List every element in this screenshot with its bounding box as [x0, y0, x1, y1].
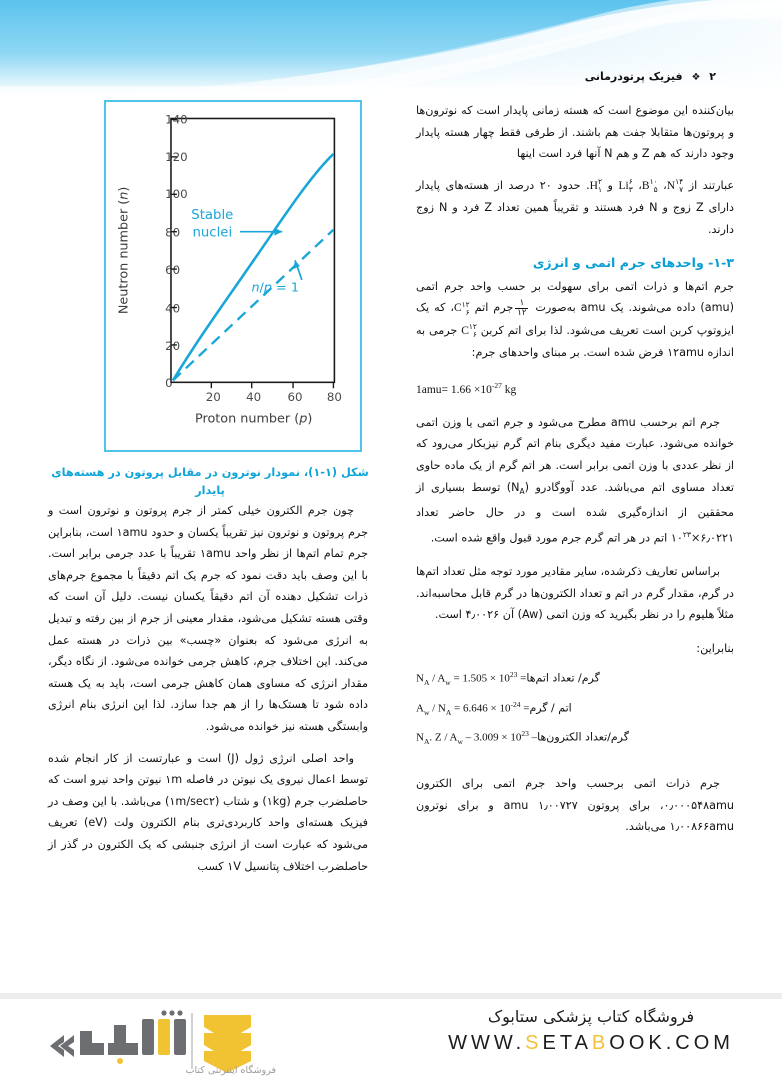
avogadro-subscript: A: [519, 486, 525, 496]
helium-equations-block: [416, 664, 734, 754]
nuclide-mass-number: ۱۰: [649, 177, 658, 187]
nuclide-separator: ،: [632, 178, 642, 192]
avogadro-part-b: ) توسط بسیاری از محققین از اندازه‌گیری شده است و در حال حاضر تعداد ۶٫۰۲۲۱×۱۰: [416, 480, 734, 545]
equation-sub: w: [457, 737, 463, 747]
nuclide-atomic-number: ۵: [653, 185, 658, 195]
equation-tail: – 3.009 × 10: [462, 732, 522, 745]
footer-brand-block: [426, 1007, 756, 1055]
svg-text:Stable: Stable: [191, 207, 234, 223]
url-part-eta: ETA: [542, 1032, 592, 1054]
amu-value-equation: [416, 376, 734, 400]
equation-mid: . Z / A: [429, 732, 458, 745]
header-page-number: ۲: [709, 70, 716, 83]
therefore-label: بنابراین:: [696, 642, 734, 656]
amu-equation-text: 1amu= 1.66 ×10: [416, 383, 492, 396]
left-paragraph-1: چون جرم الکترون خیلی کمتر از جرم پروتون و نوترون است و جرم پروتون و نوترون نیز تقریباً یکسان و حدود ۱amu است، بنابراین جرم تمام اتم‌ها از نظر واحد ۱amu تقریباً با عدد جرمی برابر است. با این وصف باید دقت نمود که جرم یک اتم دقیقاً با مجموع جرم‌های ذرات تشکیل دهنده آن اتم دقیقاً یکسان نیست. دلیل آن است که وقتی هسته تشکیل می‌شود، مقدار معینی از جرم از بین رفته و تبدیل به انرژی می‌شود که بعنوان «چسب» بین ذرات در هسته عمل می‌کند. این اختلاف جرم، کاهش جرمی خوانده می‌شود. از نگاه دیگر، مقدار انرژی که مساوی همان کاهش جرمی است، باید به یک هسته داده شود تا هستک‌ها را از هم جدا سازد. لذا این انرژی بنام انرژی وابستگی هسته نیز خوانده می‌شود.: [48, 504, 368, 733]
nuclide-C12-first: [454, 298, 470, 320]
svg-text:20: 20: [205, 390, 221, 405]
equation-label: اتم / گرم: [529, 701, 572, 715]
svg-text:nuclei: nuclei: [192, 225, 233, 241]
right-paragraph-2: [416, 175, 734, 241]
nuclide-symbol: B: [641, 179, 650, 192]
equation-body: = A: [416, 702, 530, 715]
equation-label: گرم/تعداد الکترون‌ها: [537, 731, 629, 745]
equation-label: گرم/ تعداد اتم‌ها: [526, 671, 600, 685]
amu-def-part-c: ، که یک ایزوتوپ کربن است تعریف می‌شود. لذا برای اتم کربن: [416, 301, 734, 337]
nuclide-mass-number: ۱۲: [468, 322, 477, 332]
amu-def-part-b: جرم اتم: [469, 301, 514, 315]
nuclide-C12-second: [461, 321, 477, 343]
nuclide-symbol: C: [453, 302, 462, 315]
nuclide-symbol: Li: [618, 179, 629, 192]
fraction-denominator: ۱۲: [517, 307, 527, 318]
nuclides-intro: عبارتند از: [683, 178, 734, 192]
equation-mid: / N: [429, 702, 446, 715]
nuclide-atomic-number: ۷: [679, 185, 684, 195]
equation-exponent: 23: [521, 729, 529, 739]
nuclide-symbol: H: [589, 179, 598, 192]
nuclide-mass-number: ۱۴: [675, 177, 684, 187]
fraction-numerator: ۱: [515, 299, 528, 309]
chart-x-tick-labels: [206, 390, 342, 404]
svg-text:140: 140: [165, 112, 188, 127]
page-banner: [0, 0, 782, 96]
amu-equation-exponent: -27: [491, 380, 502, 390]
svg-text:n/p = 1: n/p = 1: [251, 280, 299, 296]
nuclide-atomic-number: ۶: [472, 330, 477, 340]
one-twelfth-fraction: [515, 299, 528, 317]
right-paragraph-1: بیان‌کننده این موضوع است که هسته زمانی پایدار است که نوترون‌ها و پروتون‌ها متقابلا جفت هم باشند. از طرفی فقط چهار هسته پایدار وجود دارند که هم Z و هم N آنها فرد است اینها: [416, 104, 734, 161]
avogadro-exponent: ۲۳: [682, 529, 691, 539]
equation-body: – N: [416, 732, 538, 745]
svg-text:60: 60: [165, 263, 181, 278]
section-heading-atomic-units: ۱-۳- واحدهای جرم اتمی و انرژی: [532, 254, 734, 270]
setabook-logo: [46, 1005, 316, 1077]
equation-body: = N: [416, 672, 527, 685]
equation-electrons-per-gram: [416, 723, 734, 753]
url-part-b: B: [591, 1032, 610, 1054]
nuclide-mass-number: ۶: [628, 177, 633, 187]
equation-grams-per-atom: [416, 694, 734, 724]
equation-exponent: -24: [510, 699, 521, 709]
svg-text:120: 120: [165, 149, 188, 164]
equation-sub: A: [445, 707, 452, 717]
right-paragraph-6: جرم ذرات اتمی برحسب واحد جرم اتمی برای الکترون ۰٫۰۰۰۵۴۸amu، برای پروتون ۱٫۰۰۷۲۷ amu و برای نوترون ۱٫۰۰۸۶۶amu می‌باشد.: [416, 777, 734, 834]
left-text-column: [48, 500, 368, 877]
nuclide-separator: ،: [657, 178, 667, 192]
nuclide-mass-number: ۱۲: [461, 299, 470, 309]
equation-tail: = 1.505 × 10: [450, 672, 510, 685]
equation-mid: / A: [429, 672, 446, 685]
nuclide-H2: [590, 176, 602, 198]
neutron-vs-proton-chart: [106, 102, 360, 450]
equation-sub: w: [445, 677, 451, 687]
page-header-title: [585, 70, 720, 83]
footer-shop-name: فروشگاه کتاب پزشکی ستابوک: [487, 1007, 695, 1026]
chart-x-axis-label: Proton number (p): [195, 411, 313, 427]
header-book-title: فیزیک پرتودرمانی: [584, 70, 683, 83]
amu-def-part-a: جرم اتم‌ها و ذرات اتمی برای سهولت بر حسب واحد جرم اتمی (amu) داده می‌شوند. یک amu به‌صورت: [416, 279, 734, 315]
logo-subtitle: فروشگاه اینترنتی کتاب: [185, 1065, 276, 1076]
right-paragraph-4: [416, 412, 734, 550]
figure-caption: شکل (۱-۱)، نمودار نوترون در مقابل پروتون در هسته‌های پایدار: [51, 466, 369, 497]
equation-sub: A: [423, 677, 430, 687]
svg-text:0: 0: [165, 376, 173, 391]
svg-text:20: 20: [165, 338, 181, 353]
figure-frame: [104, 100, 362, 452]
amu-def-part-d: جرمی به اندازه ۱۲amu فرض شده است. بر مبنای واحدهای جرم:: [416, 323, 734, 360]
nuclide-Li6: [618, 176, 632, 198]
diamond-icon: ❖: [691, 72, 701, 83]
avogadro-part-a: جرم اتم برحسب amu مطرح می‌شود و جرم اتمی یا وزن اتمی خوانده می‌شود. عبارت مفید دیگری بنام اتم گرم نیزبکار می‌رود که از نظر عددی با وزن اتمی برابر است. هر اتم گرم از یک ماده حاوی تعداد مساوی اتم می‌باشد. عدد آووگادرو (N: [416, 415, 734, 494]
nuclide-symbol: C: [461, 324, 469, 337]
svg-text:80: 80: [326, 390, 342, 405]
url-part-ook-com: OOK.COM: [609, 1032, 734, 1054]
svg-text:40: 40: [246, 390, 262, 405]
nuclide-conjunction: و: [601, 178, 619, 192]
equation-atoms-per-gram: [416, 664, 734, 694]
equation-sub: w: [423, 707, 430, 717]
page-footer: [0, 999, 782, 1079]
svg-text:60: 60: [287, 390, 303, 405]
nuclide-mass-number: ۲: [597, 177, 602, 187]
nuclide-atomic-number: ۱: [597, 185, 602, 195]
right-paragraph-5: براساس تعاریف ذکرشده، سایر مقادیر مورد توجه مثل تعداد اتم‌ها در گرم، مقدار گرم در اتم و تعداد الکترون‌ها در گرم قابل محاسبه‌اند. مثلاً هلیوم را در نظر بگیرید که وزن اتمی (Aw) آن ۴٫۰۰۲۶ است.: [416, 565, 734, 622]
equation-exponent: 23: [509, 669, 518, 679]
avogadro-part-c: اتم در هر اتم گرم جرم مورد قبول واقع شده است.: [430, 531, 671, 545]
svg-text:40: 40: [165, 301, 181, 316]
chart-y-axis-label: Neutron number (n): [116, 186, 132, 315]
nuclide-atomic-number: ۳: [628, 185, 633, 195]
right-text-column: [416, 100, 734, 838]
equation-tail: = 6.646 × 10: [451, 702, 511, 715]
footer-website-url[interactable]: [426, 1032, 756, 1055]
right-paragraph-3: [416, 276, 734, 364]
amu-equation-unit: kg: [501, 383, 517, 396]
left-paragraph-2: واحد اصلی انرژی ژول (J) است و عبارتست از کار انجام شده توسط اعمال نیروی یک نیوتن در فاصله ۱m نیوتن واحد نیرو است که حاصلضرب جرم (۱kg) و شتاب (۱m/sec۲) می‌باشد. با این وصف در فیزیک هسته‌ای واحد کاربردی‌تری بنام الکترون ولت (eV) تعریف می‌شود که عبارت است از انرژی جنبشی که یک الکترون در گذر از حاصلضرب اختلاف پتانسیل ۱V کسب: [48, 751, 368, 873]
amu-value-equation-block: [416, 376, 734, 400]
nuclides-outro: . حدود ۲۰ درصد از هسته‌های پایدار دارای Z زوج و N فرد هستند و تقریباً همین تعداد Z فرد و N زوج دارند.: [416, 178, 734, 236]
nuclide-N14: [667, 176, 683, 198]
nuclide-symbol: N: [666, 179, 676, 192]
nuclide-atomic-number: ۶: [465, 307, 470, 317]
url-part-www: WWW.: [448, 1032, 526, 1054]
equation-sub: A: [423, 737, 430, 747]
svg-text:80: 80: [165, 225, 181, 240]
svg-text:100: 100: [165, 187, 188, 202]
chart-x-ticks: [211, 382, 333, 388]
logo-wordmark: [50, 1010, 186, 1064]
url-part-s: S: [525, 1032, 543, 1054]
nuclide-B10: [642, 176, 658, 198]
